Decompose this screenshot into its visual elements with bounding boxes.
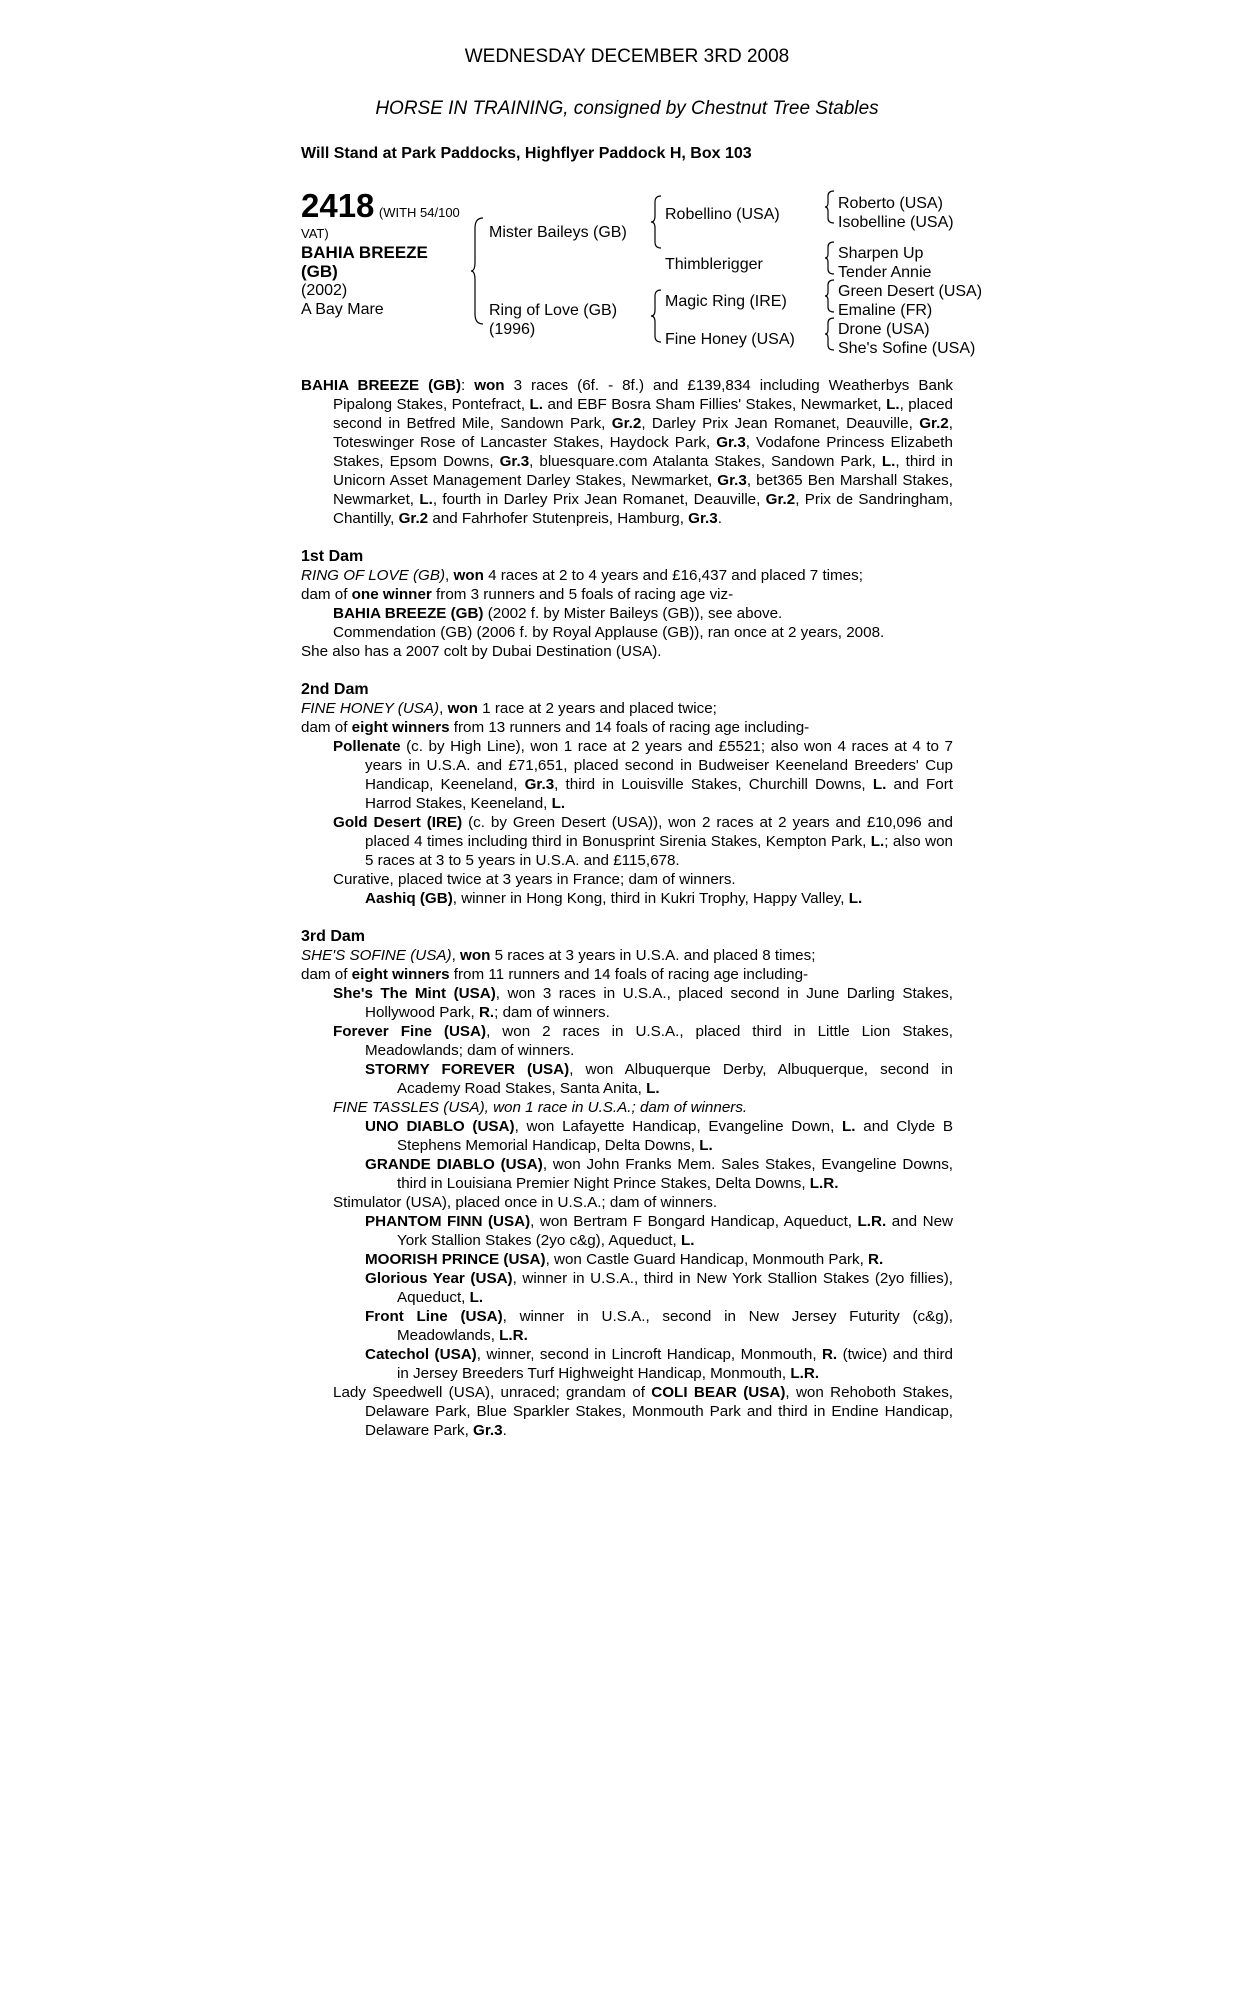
lot-number: 2418 — [301, 187, 375, 224]
sire-dam-bracket — [471, 216, 485, 326]
sire-dam: Thimblerigger — [665, 256, 763, 273]
second-dam-heading: 2nd Dam — [301, 681, 369, 698]
sire-sire: Robellino (USA) — [665, 206, 780, 223]
produce-entry: FINE TASSLES (USA), won 1 race in U.S.A.; dam of winners. — [333, 1099, 748, 1116]
second-dam-produce: dam of eight winners from 13 runners and 14 foals of racing age including- — [301, 719, 810, 736]
dd-bracket — [825, 317, 835, 351]
produce-entry: Pollenate (c. by High Line), won 1 race at 2 years and £5521; also won 4 races at 4 to 7 years in U.S.A. and £71,651, placed second in Budweiser Keeneland Breeders' Cup Handicap, Keeneland, Gr.3, third in Louisville Stakes, Churchill Downs, L. and Fort Harrod Stakes, Keeneland, L. — [333, 738, 954, 812]
sd-sire: Sharpen Up — [838, 245, 924, 262]
produce-entry: Aashiq (GB), winner in Hong Kong, third in Kukri Trophy, Happy Valley, L. — [365, 890, 863, 907]
produce-entry: Gold Desert (IRE) (c. by Green Desert (USA)), won 2 races at 2 years and £10,096 and placed 4 times including third in Bonusprint Sirenia Stakes, Kempton Park, L.; also won 5 races at 3 to 5 years in U.S.A. and £115,678. — [333, 814, 953, 869]
stand-location: Will Stand at Park Paddocks, Highflyer Paddock H, Box 103 — [301, 145, 752, 162]
sire-bracket — [651, 194, 663, 250]
dam-year: (1996) — [489, 321, 536, 338]
produce-entry: Forever Fine (USA), won 2 races in U.S.A., placed third in Little Lion Stakes, Meadowlands; dam of winners. — [333, 1023, 953, 1059]
third-dam-line: SHE'S SOFINE (USA), won 5 races at 3 years in U.S.A. and placed 8 times; — [301, 947, 816, 964]
vat-note-cont: VAT) — [301, 226, 329, 241]
produce-entry: She's The Mint (USA), won 3 races in U.S.A., placed second in June Darling Stakes, Hollywood Park, R.; dam of winners. — [333, 985, 953, 1021]
ss-bracket — [825, 190, 835, 224]
catalogue-body — [301, 376, 953, 1440]
third-dam-produce: dam of eight winners from 11 runners and 14 foals of racing age including- — [301, 966, 809, 983]
dam-name: Ring of Love (GB) — [489, 302, 618, 319]
first-dam-line: RING OF LOVE (GB), won 4 races at 2 to 4 years and £16,437 and placed 7 times; — [301, 567, 863, 584]
ss-sire: Roberto (USA) — [838, 195, 943, 212]
produce-entry: PHANTOM FINN (USA), won Bertram F Bongard Handicap, Aqueduct, L.R. and New York Stallion Stakes (2yo c&g), Aqueduct, L. — [365, 1213, 953, 1249]
produce-note: She also has a 2007 colt by Dubai Destination (USA). — [301, 643, 662, 660]
third-dam-heading: 3rd Dam — [301, 928, 366, 945]
dd-sire: Drone (USA) — [838, 321, 930, 338]
produce-entry: STORMY FOREVER (USA), won Albuquerque Derby, Albuquerque, second in Academy Road Stakes, Santa Anita, L. — [365, 1061, 953, 1097]
horse-year: (2002) — [301, 282, 348, 299]
sd-bracket — [825, 241, 835, 275]
produce-entry: Lady Speedwell (USA), unraced; grandam of COLI BEAR (USA), won Rehoboth Stakes, Delaware Park, Blue Sparkler Stakes, Monmouth Park and third in Endine Handicap, Delaware Park, Gr.3. — [333, 1384, 954, 1439]
dam-sire: Magic Ring (IRE) — [665, 293, 787, 310]
lot-info — [301, 188, 471, 319]
produce-entry: Catechol (USA), winner, second in Lincroft Handicap, Monmouth, R. (twice) and third in Jersey Breeders Turf Highweight Handicap, Monmouth, L.R. — [365, 1346, 954, 1382]
consignment-line: HORSE IN TRAINING, consigned by Chestnut Tree Stables — [375, 98, 879, 119]
sire-name: Mister Baileys (GB) — [489, 224, 627, 241]
first-dam-produce: dam of one winner from 3 runners and 5 foals of racing age viz- — [301, 586, 734, 603]
first-dam-heading: 1st Dam — [301, 548, 364, 565]
ss-dam: Isobelline (USA) — [838, 214, 954, 231]
pedigree-block — [301, 188, 1001, 363]
dam-bracket — [651, 288, 663, 344]
dd-dam: She's Sofine (USA) — [838, 340, 976, 357]
produce-entry: GRANDE DIABLO (USA), won John Franks Mem. Sales Stakes, Evangeline Downs, third in Louisiana Premier Night Prince Stakes, Delta Downs, L.R. — [365, 1156, 954, 1192]
produce-entry: MOORISH PRINCE (USA), won Castle Guard Handicap, Monmouth Park, R. — [365, 1251, 884, 1268]
produce-entry: Commendation (GB) (2006 f. by Royal Applause (GB)), ran once at 2 years, 2008. — [333, 624, 885, 641]
ds-dam: Emaline (FR) — [838, 302, 933, 319]
produce-entry: UNO DIABLO (USA), won Lafayette Handicap, Evangeline Down, L. and Clyde B Stephens Memorial Handicap, Delta Downs, L. — [365, 1118, 953, 1154]
horse-description: A Bay Mare — [301, 301, 384, 318]
race-record: BAHIA BREEZE (GB): won 3 races (6f. - 8f.) and £139,834 including Weatherbys Bank Pipalong Stakes, Pontefract, L. and EBF Bosra Sham Fillies' Stakes, Newmarket, L., placed second in Betfred Mile, Sandown Park, Gr.2, Darley Prix Jean Romanet, Deauville, Gr.2, Toteswinger Rose of Lancaster Stakes, Haydock Park, Gr.3, Vodafone Princess Elizabeth Stakes, Epsom Downs, Gr.3, bluesquare.com Atalanta Stakes, Sandown Park, L., third in Unicorn Asset Management Darley Stakes, Newmarket, Gr.3, bet365 Ben Marshall Stakes, Newmarket, L., fourth in Darley Prix Jean Romanet, Deauville, Gr.2, Prix de Sandringham, Chantilly, Gr.2 and Fahrhofer Stutenpreis, Hamburg, Gr.3. — [301, 377, 953, 527]
second-dam-line: FINE HONEY (USA), won 1 race at 2 years and placed twice; — [301, 700, 717, 717]
produce-entry: Front Line (USA), winner in U.S.A., second in New Jersey Futurity (c&g), Meadowlands, L.R. — [365, 1308, 954, 1344]
produce-entry: BAHIA BREEZE (GB) (2002 f. by Mister Baileys (GB)), see above. — [333, 605, 783, 622]
sd-dam: Tender Annie — [838, 264, 932, 281]
produce-entry: Curative, placed twice at 3 years in France; dam of winners. — [333, 871, 736, 888]
ds-sire: Green Desert (USA) — [838, 283, 983, 300]
horse-name: BAHIA BREEZE — [301, 243, 428, 262]
produce-entry: Stimulator (USA), placed once in U.S.A.; dam of winners. — [333, 1194, 718, 1211]
vat-note: (WITH 54/100 — [378, 205, 460, 220]
ds-bracket — [825, 279, 835, 313]
horse-origin: (GB) — [301, 262, 338, 281]
dam-dam: Fine Honey (USA) — [665, 331, 795, 348]
produce-entry: Glorious Year (USA), winner in U.S.A., third in New York Stallion Stakes (2yo fillies), Aqueduct, L. — [365, 1270, 953, 1306]
sale-date: WEDNESDAY DECEMBER 3RD 2008 — [464, 46, 790, 67]
